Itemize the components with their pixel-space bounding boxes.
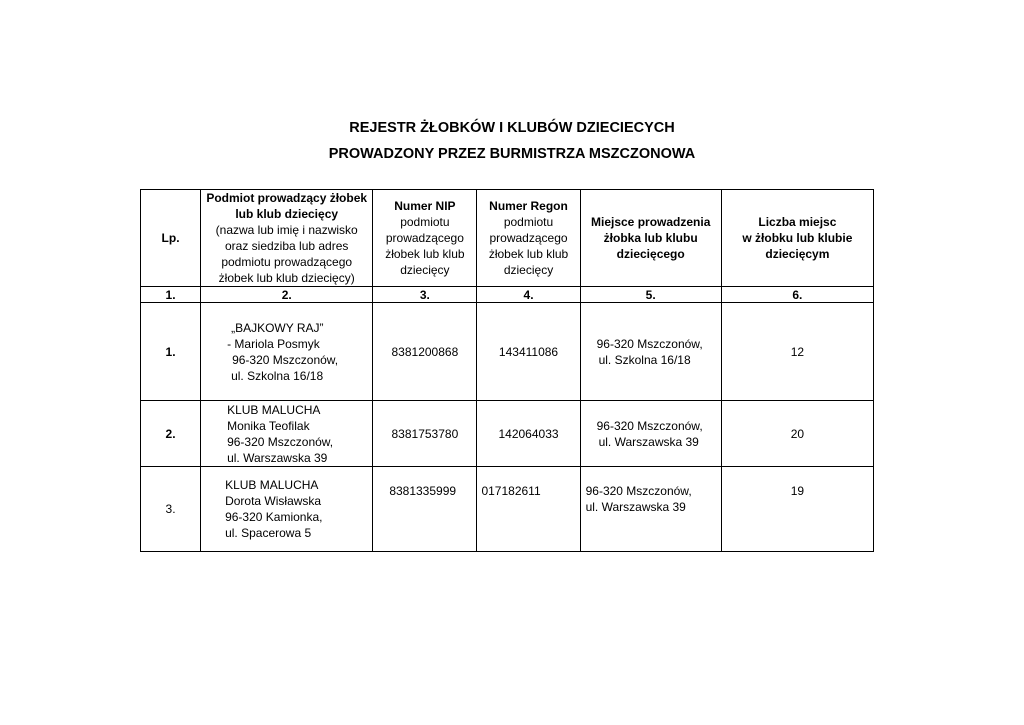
column-number: 3. [373, 287, 477, 303]
row-miejsce: 96-320 Mszczonów, ul. Warszawska 39 [580, 401, 721, 467]
row-podmiot: „BAJKOWY RAJ” - Mariola Posmyk 96-320 Mszczonów, ul. Szkolna 16/18 [201, 303, 373, 401]
row-regon: 142064033 [477, 401, 580, 467]
column-number: 4. [477, 287, 580, 303]
column-number: 5. [580, 287, 721, 303]
table-row [141, 303, 874, 401]
header-liczba: Liczba miejsc w żłobku lub klubie dziecięcym [721, 190, 873, 287]
row-regon: 143411086 [477, 303, 580, 401]
row-nip: 8381753780 [373, 401, 477, 467]
row-podmiot: KLUB MALUCHA Dorota Wisławska 96-320 Kamionka, ul. Spacerowa 5 [201, 467, 373, 552]
header-podmiot: Podmiot prowadzący żłobek lub klub dziecięcy (nazwa lub imię i nazwisko oraz siedziba lub adres podmiotu prowadzącego żłobek lub klub dziecięcy) [201, 190, 373, 287]
document-title-line-2: PROWADZONY PRZEZ BURMISTRZA MSZCZONOWA [328, 146, 696, 162]
table-row [141, 467, 874, 552]
table-header-row [141, 190, 874, 287]
row-regon: 017182611 [477, 467, 580, 552]
header-miejsce: Miejsce prowadzenia żłobka lub klubu dziecięcego [580, 190, 721, 287]
row-nip: 8381200868 [373, 303, 477, 401]
row-lp: 1. [141, 303, 201, 401]
row-miejsce: 96-320 Mszczonów, ul. Szkolna 16/18 [580, 303, 721, 401]
table-row [141, 401, 874, 467]
row-liczba: 19 [721, 467, 873, 552]
column-number: 1. [141, 287, 201, 303]
row-podmiot: KLUB MALUCHA Monika Teofilak 96-320 Mszczonów, ul. Warszawska 39 [201, 401, 373, 467]
header-lp: Lp. [141, 190, 201, 287]
row-nip: 8381335999 [373, 467, 477, 552]
row-liczba: 12 [721, 303, 873, 401]
row-liczba: 20 [721, 401, 873, 467]
column-number-row [141, 287, 874, 303]
row-lp: 2. [141, 401, 201, 467]
column-number: 6. [721, 287, 873, 303]
column-number: 2. [201, 287, 373, 303]
header-regon: Numer Regon podmiotu prowadzącego żłobek lub klub dziecięcy [477, 190, 580, 287]
row-lp: 3. [141, 467, 201, 552]
header-nip: Numer NIP podmiotu prowadzącego żłobek lub klub dziecięcy [373, 190, 477, 287]
registry-table [140, 189, 874, 552]
row-miejsce: 96-320 Mszczonów, ul. Warszawska 39 [580, 467, 721, 552]
document-title-line-1: REJESTR ŻŁOBKÓW I KLUBÓW DZIECIECYCH [349, 120, 675, 136]
